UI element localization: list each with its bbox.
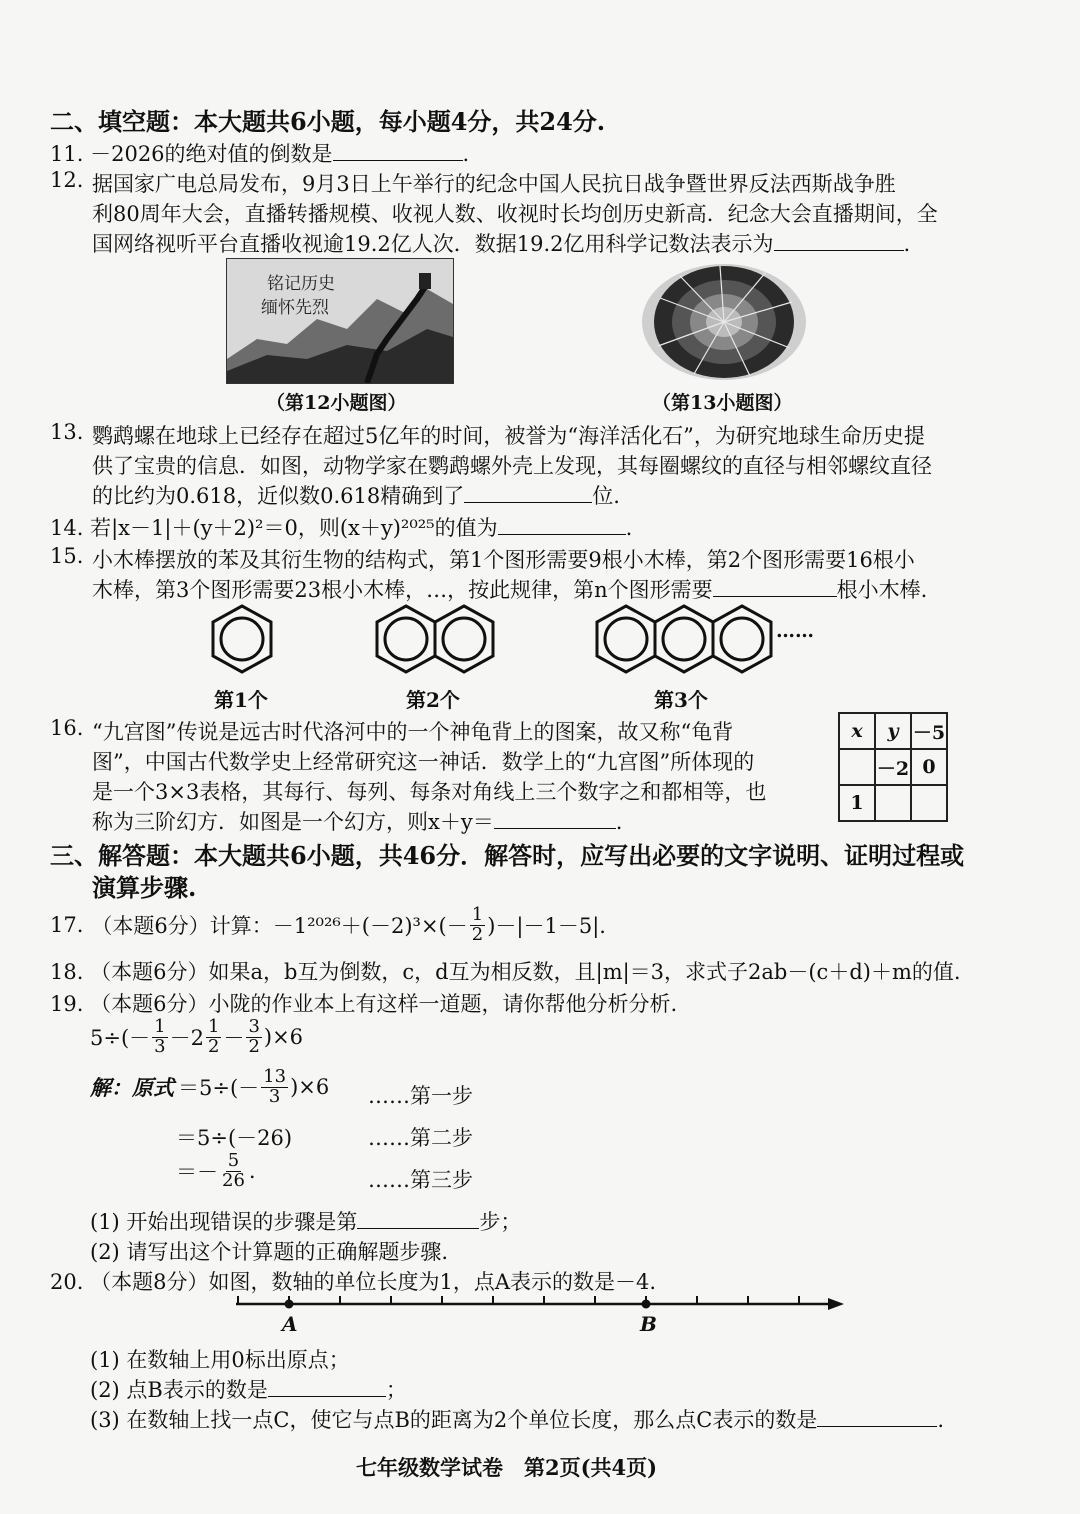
denominator: 3 [154, 1035, 166, 1057]
section-2-title: 二、填空题：本大题共6小题，每小题4分，共24分. [50, 107, 606, 136]
point-a-dot [285, 1300, 294, 1309]
grid-cell: －5 [911, 713, 947, 749]
question-number: 18. [50, 960, 84, 984]
answer-blank[interactable] [357, 1210, 479, 1229]
expression-part: －2 [169, 1026, 204, 1051]
grid-cell: 0 [911, 749, 947, 785]
answer-blank[interactable] [494, 810, 616, 829]
great-wall-drawing [227, 259, 453, 383]
denominator: 3 [268, 1085, 281, 1107]
question-19-part-1 [90, 1206, 521, 1236]
question-19 [50, 988, 677, 1018]
figure-1-benzene [213, 606, 271, 672]
question-11 [50, 138, 469, 168]
question-text: (3) 在数轴上找一点C，使它与点B的距离为2个单位长度，那么点C表示的数是 [90, 1408, 818, 1432]
numerator: 1 [154, 1016, 166, 1037]
grid-cell: －2 [875, 749, 911, 785]
great-wall-photo [226, 258, 454, 384]
magic-square-grid [838, 712, 948, 822]
figure-12-caption: （第12小题图） [266, 392, 407, 414]
punctuation: . [462, 142, 470, 166]
denominator: 2 [248, 1035, 260, 1057]
benzene-figures [200, 600, 840, 680]
figure-2-naphthalene [377, 606, 493, 672]
question-text-end: 根小木棒. [836, 578, 928, 602]
question-text: 国网络视听平台直播收视逾19.2亿人次．数据19.2亿用科学记数法表示为 [92, 232, 774, 256]
point-b-label: B [640, 1312, 657, 1336]
expression-part: 5÷(－ [90, 1026, 151, 1051]
grid-cell: 1 [839, 785, 875, 821]
question-number: 11. [50, 142, 84, 166]
question-12-number: 12. [50, 168, 84, 192]
question-14 [50, 512, 632, 542]
question-18 [50, 956, 961, 986]
question-text: (2) 点B表示的数是 [90, 1378, 268, 1402]
question-13-number: 13. [50, 420, 84, 444]
denominator: 2 [471, 923, 484, 945]
question-19-expression [90, 1018, 303, 1057]
question-text: （本题6分）如果a，b互为倒数，c，d互为相反数，且|m|＝3，求式子2ab－(c＋d)＋m的值. [90, 960, 961, 984]
question-number: 17. [50, 913, 84, 938]
question-13-line-2: 供了宝贵的信息．如图，动物学家在鹦鹉螺外壳上发现，其每圈螺纹的直径与相邻螺纹直径 [92, 454, 932, 478]
question-15-line-1: 小木棒摆放的苯及其衍生物的结构式，第1个图形需要9根小木棒，第2个图形需要16根小 [92, 548, 915, 572]
question-text: (1) 开始出现错误的步骤是第 [90, 1210, 358, 1234]
fraction [206, 1018, 221, 1057]
page-footer: 七年级数学试卷 第2页(共4页) [356, 1455, 658, 1480]
question-20-part-2 [90, 1374, 407, 1404]
question-text: 木棒，第3个图形需要23根小木棒，…，按此规律，第n个图形需要 [92, 578, 713, 602]
section-3-title-line-2: 演算步骤. [92, 873, 197, 902]
denominator: 26 [222, 1169, 245, 1191]
nautilus-shell-image [640, 258, 808, 382]
question-19-part-2: (2) 请写出这个计算题的正确解题步骤. [90, 1240, 449, 1264]
question-text: （本题6分）小陇的作业本上有这样一道题，请你帮他分析分析. [90, 992, 678, 1016]
question-16-line-2: 图”，中国古代数学史上经常研究这一神话．数学上的“九宫图”所体现的 [92, 750, 755, 774]
figure-ellipsis: …… [776, 620, 814, 642]
grid-row [839, 785, 947, 821]
figure-label-3: 第3个 [654, 688, 708, 712]
fraction [261, 1068, 288, 1107]
expression-part: )×6 [263, 1025, 304, 1050]
grid-row [839, 749, 947, 785]
question-number: 14. [50, 516, 84, 540]
solution-label: 解：原式 [90, 1075, 174, 1101]
grid-cell [839, 749, 875, 785]
photo-caption-text-2: 缅怀先烈 [261, 298, 329, 318]
answer-blank[interactable] [817, 1408, 937, 1427]
fraction [152, 1018, 167, 1057]
grid-cell [911, 785, 947, 821]
question-text: 的比约为0.618，近似数0.618精确到了 [92, 484, 465, 508]
answer-blank[interactable] [498, 516, 626, 535]
expression-part: ＝5÷(－ [178, 1076, 260, 1101]
fraction [220, 1152, 247, 1191]
punctuation: . [615, 810, 623, 834]
answer-blank[interactable] [333, 142, 463, 161]
figure-3-anthracene [597, 606, 771, 672]
question-17 [50, 906, 606, 945]
expression-part: － [223, 1026, 245, 1051]
question-20-part-1: (1) 在数轴上用0标出原点； [90, 1348, 350, 1372]
expression-part: )×6 [290, 1075, 330, 1100]
question-13-line-1: 鹦鹉螺在地球上已经存在超过5亿年的时间，被誉为“海洋活化石”，为研究地球生命历史提 [92, 424, 925, 448]
question-text: －2026的绝对值的倒数是 [90, 142, 333, 166]
numerator: 13 [263, 1066, 287, 1087]
denominator: 2 [207, 1035, 220, 1057]
answer-blank[interactable] [464, 484, 592, 503]
question-text-end: 步； [479, 1210, 522, 1234]
figure-label-2: 第2个 [406, 688, 460, 712]
answer-blank[interactable] [268, 1378, 386, 1397]
figure-label-1: 第1个 [214, 688, 268, 712]
question-text: （本题8分）如图，数轴的单位长度为1，点A表示的数是－4. [90, 1270, 657, 1294]
nautilus-shell-drawing [640, 258, 808, 382]
question-16-number: 16. [50, 716, 84, 740]
numerator: 3 [248, 1016, 260, 1037]
step-1-note: ……第一步 [368, 1084, 473, 1108]
number-line [230, 1290, 850, 1340]
step-3-note: ……第三步 [368, 1168, 473, 1192]
question-number: 19. [50, 992, 84, 1016]
point-b-dot [642, 1300, 651, 1309]
question-12-line-3 [92, 228, 910, 258]
numerator: 1 [471, 904, 484, 925]
question-number: 20. [50, 1270, 84, 1294]
punctuation: 位. [592, 484, 620, 508]
question-text: 称为三阶幻方．如图是一个幻方，则x＋y＝ [92, 810, 494, 834]
numerator: 5 [227, 1150, 240, 1171]
question-15-number: 15. [50, 544, 84, 568]
question-16-line-4 [92, 806, 622, 836]
question-12-line-1: 据国家广电总局发布，9月3日上午举行的纪念中国人民抗日战争暨世界反法西斯战争胜 [92, 172, 896, 196]
punctuation: ； [385, 1378, 407, 1402]
question-text: 若|x－1|＋(y＋2)²＝0，则(x＋y)²⁰²⁵的值为 [90, 516, 498, 540]
punctuation: . [625, 516, 633, 540]
answer-blank[interactable] [774, 232, 904, 251]
solution-step-3 [176, 1152, 256, 1191]
fraction [246, 1018, 261, 1057]
step-2-note: ……第二步 [368, 1126, 473, 1150]
solution-step-2: ＝5÷(－26) [176, 1126, 293, 1150]
solution-step-1 [90, 1068, 329, 1107]
question-12-line-2: 利80周年大会，直播转播规模、收视人数、收视时长均创历史新高．纪念大会直播期间，全 [92, 202, 938, 226]
expression-part: ＝－ [176, 1160, 218, 1185]
question-16-line-1: “九宫图”传说是远古时代洛河中的一个神龟背上的图案，故又称“龟背 [92, 720, 734, 744]
question-13-line-3 [92, 480, 620, 510]
numerator: 1 [207, 1016, 220, 1037]
answer-blank[interactable] [713, 578, 837, 597]
expression-part: . [248, 1159, 256, 1184]
section-3-title-line-1: 三、解答题：本大题共6小题，共46分．解答时，应写出必要的文字说明、证明过程或 [50, 841, 965, 870]
grid-row [839, 713, 947, 749]
expression-part: （本题6分）计算：－1²⁰²⁶＋(－2)³×(－ [91, 914, 468, 939]
question-20-part-3 [90, 1404, 944, 1434]
punctuation: . [937, 1408, 945, 1432]
figure-13-caption: （第13小题图） [652, 392, 793, 414]
axis-arrow [828, 1298, 844, 1310]
photo-caption-text-1: 铭记历史 [267, 274, 335, 294]
expression-part: )－|－1－5|. [487, 914, 606, 939]
fraction [470, 906, 485, 945]
grid-cell: y [875, 713, 911, 749]
punctuation: . [903, 232, 911, 256]
point-a-label: A [282, 1312, 298, 1336]
grid-cell [875, 785, 911, 821]
grid-cell: x [839, 713, 875, 749]
question-16-line-3: 是一个3×3表格，其每行、每列、每条对角线上三个数字之和都相等，也 [92, 780, 767, 804]
